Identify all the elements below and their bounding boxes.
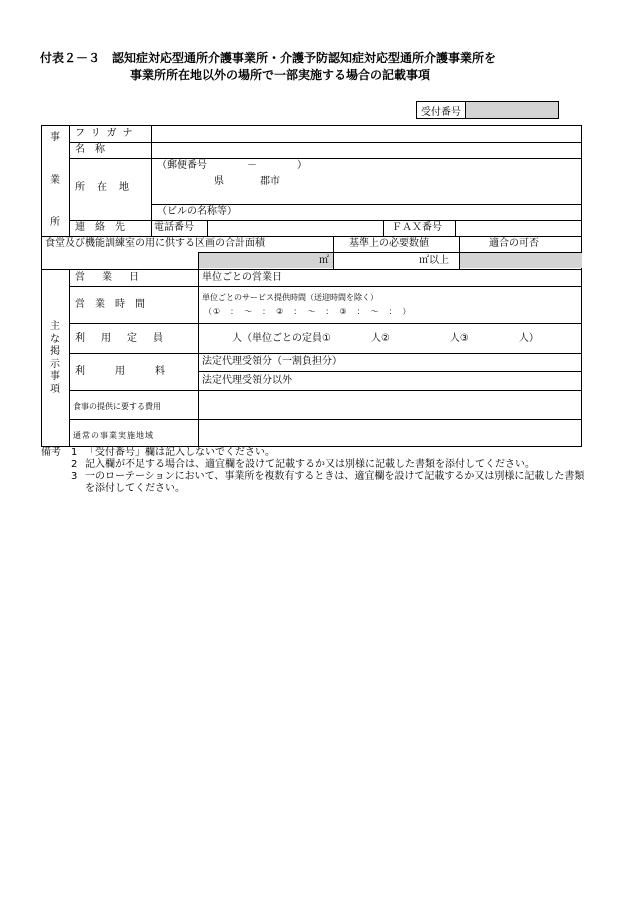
postal-code-field[interactable]: （郵便番号 － ） [157, 160, 307, 171]
note-text: 記入欄が不足する場合は、適宜欄を設けて記載するか又は別様に記載した書類を添付してください。 [85, 459, 535, 470]
required-unit: ㎡以上 [419, 255, 449, 266]
office-char-3: 所 [50, 217, 60, 228]
office-char-2: 業 [50, 175, 60, 186]
note-number: 1 [71, 447, 78, 458]
note-item [41, 471, 586, 495]
notes-label: 備考 [41, 447, 61, 458]
required-label: 基準上の必要数値 [349, 238, 429, 249]
note-text: 「受付番号」欄は記入しないでください。 [85, 447, 275, 458]
business-days-value: 単位ごとの営業日 [202, 272, 282, 283]
service-area-label: 通常の事業実施地域 [73, 431, 154, 440]
note-text: 一のローテーションにおいて、事業所を複数有するときは、適宜欄を設けて記載するか又は別様に記載した書類を添付してください。 [85, 471, 585, 494]
fit-label: 適合の可否 [489, 238, 539, 249]
title-line-2: 事業所所在地以外の場所で一部実施する場合の記載事項 [130, 68, 431, 82]
office-section-label-2 [48, 175, 62, 188]
address-label: 所在地 [75, 182, 141, 193]
area-input-cell[interactable] [198, 252, 334, 268]
building-name-label: （ビルの名称等） [157, 206, 237, 217]
office-char-1: 事 [50, 132, 60, 143]
furigana-label: フリガナ [75, 128, 139, 139]
hours-times[interactable]: （① ： ～ ： ② ： ～ ： ③ ： ～ ： ） [204, 307, 412, 316]
note-number: 2 [71, 459, 78, 470]
prefecture-label: 県 [214, 176, 224, 187]
form-title [40, 50, 600, 84]
name-label: 名 称 [75, 144, 105, 155]
fee-row-2: 法定代理受領分以外 [202, 375, 292, 386]
fit-result-cell[interactable] [459, 252, 582, 268]
capacity-value[interactable]: 人（単位ごとの定員① 人② 人③ 人） [232, 333, 539, 344]
note-item [41, 447, 586, 459]
posted-section-label: 主 な 掲 示 事 項 [50, 321, 60, 395]
receipt-number-box [416, 101, 559, 119]
area-label: 食堂及び機能訓練室の用に供する区画の合計面積 [45, 238, 265, 249]
fax-label: ＦＡＸ番号 [392, 222, 442, 233]
hours-subtitle: 単位ごとのサービス提供時間（送迎時間を除く） [202, 293, 378, 302]
meal-cost-label: 食事の提供に要する費用 [73, 402, 161, 411]
form-grid [41, 125, 582, 447]
fee-label: 利用料 [75, 366, 195, 377]
city-label: 郡市 [260, 176, 280, 187]
area-unit: ㎡ [319, 255, 329, 266]
office-section-label [48, 132, 62, 145]
hours-label: 営業時間 [75, 299, 155, 310]
phone-label: 電話番号 [154, 222, 194, 233]
fee-row-1: 法定代理受領分（一割負担分） [202, 356, 342, 367]
title-line-1: 付表２－３ 認知症対応型通所介護事業所・介護予防認知症対応型通所介護事業所を [40, 51, 497, 65]
business-days-label: 営業日 [75, 272, 156, 283]
receipt-label: 受付番号 [417, 102, 466, 119]
note-item [41, 459, 586, 471]
capacity-label: 利用定員 [75, 333, 179, 344]
receipt-value-field[interactable] [466, 102, 559, 119]
contact-label: 連絡先 [75, 222, 135, 233]
office-section-label-3 [48, 217, 62, 230]
note-number: 3 [71, 471, 78, 482]
notes-section [41, 447, 586, 495]
